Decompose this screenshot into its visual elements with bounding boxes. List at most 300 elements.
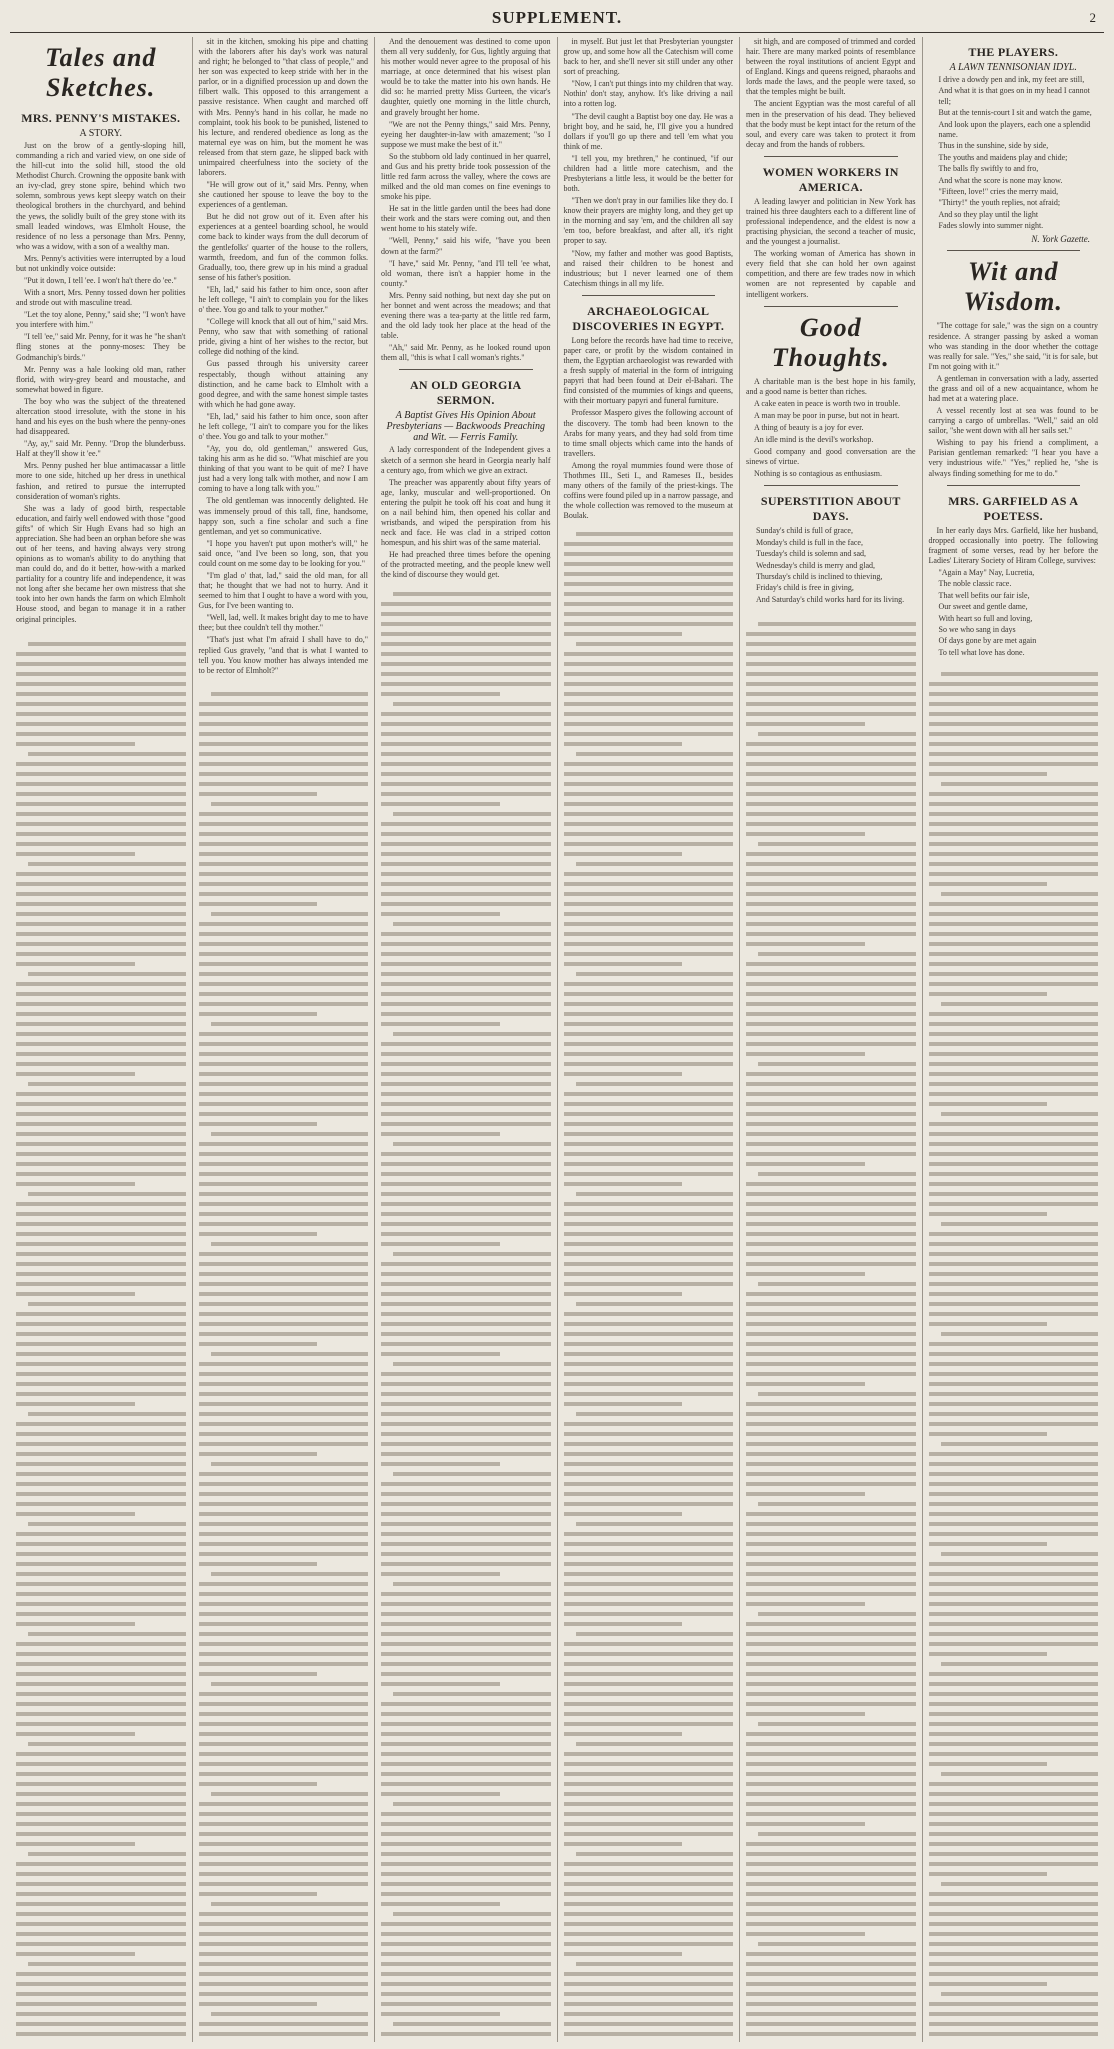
text-line [381, 802, 500, 806]
text-line [564, 1582, 734, 1586]
text-line [381, 1262, 551, 1266]
text-line [16, 942, 186, 946]
text-line [564, 1402, 683, 1406]
text-line [929, 1592, 1099, 1596]
text-line [16, 1212, 186, 1216]
text-line [16, 1792, 186, 1796]
text-line [381, 972, 551, 976]
text-line [16, 1692, 186, 1696]
text-line [564, 1472, 734, 1476]
column-1 [10, 37, 193, 2042]
text-line [929, 1262, 1099, 1266]
story-label: A STORY. [79, 128, 122, 139]
text-line [199, 762, 369, 766]
text-line [746, 1352, 916, 1356]
text-line [941, 1332, 1099, 1336]
text-line [929, 1392, 1099, 1396]
text-line [564, 1332, 734, 1336]
text-line [746, 632, 916, 636]
paragraph: Gus passed through his university career respectably, though without attaining any distinction, and he came back to Elmholt with a good degree, and with the same honest simple tastes with which he had gone away. [198, 359, 368, 409]
text-line [211, 1462, 369, 1466]
text-line [381, 862, 551, 866]
text-line [381, 1752, 551, 1756]
text-line [564, 1642, 734, 1646]
text-line [746, 1872, 916, 1876]
text-line [381, 1452, 551, 1456]
text-line [16, 812, 186, 816]
text-line [16, 1872, 186, 1876]
text-line [746, 1032, 916, 1036]
paragraph: Among the royal mummies found were those of Thothmes III., Seti I., and Rameses II., besides many others of the family of the priest-kings. The coffins were found piled up in a narrow passage, and the whole collection was removed to the museum at Boulak. [563, 460, 733, 521]
text-line [746, 1292, 916, 1296]
text-line [381, 1852, 551, 1856]
text-line [564, 1512, 683, 1516]
text-line [16, 872, 186, 876]
text-line [381, 2032, 551, 2036]
text-line [564, 1072, 683, 1076]
text-line [746, 1752, 916, 1756]
text-line [746, 1922, 916, 1926]
text-line [381, 1762, 551, 1766]
text-line [746, 1002, 916, 1006]
paragraph: A lady correspondent of the Independent gives a sketch of a sermon she heard in Georgia nearly half a century ago, from which we give an extract. [381, 445, 551, 475]
text-line [16, 1012, 186, 1016]
text-line [564, 1262, 734, 1266]
text-line [564, 772, 734, 776]
text-line [211, 2012, 369, 2016]
text-line [199, 792, 318, 796]
text-line [929, 762, 1099, 766]
text-line [564, 1152, 734, 1156]
text-line [199, 1372, 369, 1376]
text-line [564, 982, 734, 986]
text-line [929, 1862, 1099, 1866]
text-line [381, 1982, 551, 1986]
text-line [199, 1212, 369, 1216]
text-line [746, 1962, 916, 1966]
text-line [16, 882, 186, 886]
text-line [564, 1592, 734, 1596]
text-line [929, 932, 1099, 936]
thought-item: A man may be poor in purse, but not in heart. [754, 410, 900, 420]
text-line [564, 1012, 734, 1016]
text-line [929, 1522, 1099, 1526]
text-line [758, 1502, 916, 1506]
text-line [16, 1672, 186, 1676]
text-line [199, 1782, 318, 1786]
text-line [16, 1542, 186, 1546]
text-line [564, 1172, 734, 1176]
text-line [929, 1672, 1099, 1676]
text-line [16, 802, 186, 806]
text-line [16, 1242, 186, 1246]
text-line [564, 1232, 734, 1236]
text-line [929, 942, 1099, 946]
text-line [929, 952, 1099, 956]
text-line [199, 922, 369, 926]
text-line [16, 1362, 186, 1366]
text-line [929, 1612, 1099, 1616]
text-line [746, 972, 916, 976]
text-line [199, 1282, 369, 1286]
text-line [564, 1032, 734, 1036]
paragraph: "The devil caught a Baptist boy one day. He was a bright boy, and he said, he, I'll give you a hundred dollars if you'll go up there and tell 'em what you think of me. [563, 111, 733, 151]
text-line [16, 1452, 186, 1456]
text-line [746, 1302, 916, 1306]
text-line [199, 1932, 369, 1936]
text-line [746, 1152, 916, 1156]
text-line [16, 832, 186, 836]
text-line [381, 1962, 551, 1966]
text-line [929, 1462, 1099, 1466]
text-line [381, 1732, 551, 1736]
text-line [199, 1232, 318, 1236]
text-line [393, 922, 551, 926]
text-line [381, 792, 551, 796]
text-line [564, 792, 734, 796]
text-line [576, 1962, 734, 1966]
thought-item: An idle mind is the devil's workshop. [754, 435, 874, 445]
text-line [381, 1212, 551, 1216]
text-line [16, 1422, 186, 1426]
text-line [199, 1612, 369, 1616]
text-line [929, 1032, 1099, 1036]
text-line [199, 1042, 369, 1046]
verse-line: Thursday's child is inclined to thieving, [756, 571, 883, 581]
text-line [16, 1022, 186, 1026]
text-line [199, 1312, 369, 1316]
verse-line: Fades slowly into summer night. [938, 221, 1044, 231]
text-line [929, 1042, 1099, 1046]
continued-text [381, 592, 551, 2042]
text-line [576, 1412, 734, 1416]
text-line [381, 2012, 500, 2016]
text-line [16, 1432, 186, 1436]
text-line [929, 1142, 1099, 1146]
text-line [929, 1562, 1099, 1566]
text-line [929, 1162, 1099, 1166]
text-line [381, 1712, 551, 1716]
text-line [564, 1122, 734, 1126]
text-line [929, 1842, 1099, 1846]
text-line [199, 872, 369, 876]
text-line [199, 1052, 369, 1056]
text-line [199, 1272, 369, 1276]
text-line [199, 1482, 369, 1486]
text-line [16, 1592, 186, 1596]
text-line [929, 1752, 1099, 1756]
text-line [758, 1172, 916, 1176]
text-line [564, 2012, 734, 2016]
text-line [746, 1712, 865, 1716]
text-line [929, 1322, 1048, 1326]
text-line [381, 1612, 551, 1616]
text-line [929, 1682, 1099, 1686]
masthead [10, 6, 1104, 33]
text-line [564, 952, 734, 956]
text-line [381, 902, 551, 906]
text-line [564, 1862, 734, 1866]
text-line [199, 992, 369, 996]
text-line [16, 1152, 186, 1156]
verse-line: Thus in the sunshine, side by side, [938, 141, 1049, 151]
text-line [929, 1382, 1099, 1386]
text-line [564, 1252, 734, 1256]
text-line [199, 1762, 369, 1766]
text-line [16, 1682, 186, 1686]
text-line [381, 1542, 551, 1546]
text-line [929, 1012, 1099, 1016]
text-line [381, 1632, 551, 1636]
text-line [199, 1722, 369, 1726]
text-line [16, 1622, 135, 1626]
text-line [28, 1632, 186, 1636]
text-line [16, 1932, 186, 1936]
text-line [16, 682, 186, 686]
text-line [564, 1352, 734, 1356]
text-line [746, 1182, 916, 1186]
text-line [16, 1172, 186, 1176]
text-line [16, 1142, 186, 1146]
text-line [393, 1142, 551, 1146]
verse-line: To tell what love has done. [938, 647, 1025, 657]
text-line [381, 732, 551, 736]
text-line [16, 1222, 186, 1226]
column-6 [923, 37, 1105, 2042]
text-line [381, 1322, 551, 1326]
text-line [564, 622, 734, 626]
paragraph: in myself. But just let that Presbyterian youngster grow up, and some how all the Catechism will come back to her, and she'll never sit still under any other sort of preaching. [563, 37, 733, 77]
text-line [758, 1722, 916, 1726]
text-line [199, 1582, 369, 1586]
text-line [16, 1842, 135, 1846]
text-line [929, 2032, 1099, 2036]
text-line [564, 1212, 734, 1216]
text-line [929, 1192, 1099, 1196]
text-line [564, 1322, 734, 1326]
text-line [393, 1912, 551, 1916]
text-line [929, 1572, 1099, 1576]
text-line [564, 712, 734, 716]
text-line [576, 642, 734, 646]
text-line [746, 1372, 916, 1376]
text-line [929, 1912, 1099, 1916]
paragraph: "I hope you haven't put upon mother's will," he said once, "and I've been so long, son, that you could count on me some day to be looking for you." [198, 538, 368, 568]
text-line [564, 1382, 734, 1386]
text-line [929, 1412, 1099, 1416]
text-line [381, 692, 500, 696]
text-line [564, 552, 734, 556]
text-line [746, 882, 916, 886]
paragraph: "I tell 'ee," said Mr. Penny, for it was he "he shan't fling stones at the ponny-moses: They be Godmanchip's birds." [16, 332, 186, 362]
text-line [199, 1972, 369, 1976]
text-line [564, 882, 734, 886]
text-line [941, 892, 1099, 896]
text-line [381, 722, 551, 726]
text-line [929, 872, 1099, 876]
continued-text [16, 642, 186, 2042]
text-line [16, 1512, 135, 1516]
text-line [16, 742, 135, 746]
text-line [381, 1062, 551, 1066]
text-line [746, 942, 865, 946]
text-line [929, 1292, 1099, 1296]
text-line [929, 732, 1099, 736]
text-line [16, 1342, 186, 1346]
text-line [564, 1672, 734, 1676]
text-line [199, 1152, 369, 1156]
text-line [28, 1742, 186, 1746]
text-line [381, 1522, 551, 1526]
text-line [746, 1522, 916, 1526]
text-line [16, 1972, 186, 1976]
text-line [564, 1092, 734, 1096]
text-line [381, 1302, 551, 1306]
text-line [746, 1482, 916, 1486]
text-line [929, 1492, 1099, 1496]
text-line [16, 1462, 186, 1466]
text-line [746, 1222, 916, 1226]
text-line [199, 1432, 369, 1436]
text-line [564, 942, 734, 946]
text-line [564, 1662, 734, 1666]
text-line [199, 782, 369, 786]
text-line [199, 1012, 318, 1016]
text-line [16, 962, 135, 966]
paragraph: "That's just what I'm afraid I shall have to do," replied Gus gravely, "and that is what I wanted to tell you. You know mother has always intended me to be rector of Elmholt?" [198, 635, 368, 675]
text-line [199, 1412, 369, 1416]
text-line [199, 1452, 318, 1456]
text-line [564, 1652, 734, 1656]
text-line [564, 1882, 734, 1886]
text-line [746, 1442, 916, 1446]
text-line [381, 1792, 500, 1796]
text-line [564, 562, 734, 566]
verse-line: And so they play until the light [938, 209, 1039, 219]
text-line [16, 1052, 186, 1056]
text-line [929, 712, 1099, 716]
divider [947, 485, 1081, 486]
paragraph: Long before the records have had time to receive, paper care, or profit by the wisdom contained in them, the Egyptian archaeologist was rewarded with a fresh supply of material in the form of intriguing papyri that had been found at Deir el-Bahari. The find consisted of the mummies of kings and queens, with their mortuary papyri and funeral furniture. [563, 335, 733, 406]
text-line [381, 622, 551, 626]
thought-item: Nothing is so contagious as enthusiasm. [754, 469, 882, 479]
text-line [564, 742, 683, 746]
text-line [564, 932, 734, 936]
text-line [758, 1392, 916, 1396]
text-line [929, 1542, 1048, 1546]
text-line [199, 1962, 369, 1966]
column-3 [375, 37, 558, 2042]
text-line [564, 1222, 734, 1226]
text-line [381, 952, 551, 956]
text-line [941, 1002, 1099, 1006]
text-line [746, 1842, 916, 1846]
text-line [199, 932, 369, 936]
text-line [564, 1462, 734, 1466]
text-line [381, 642, 551, 646]
text-line [211, 692, 369, 696]
text-line [381, 1392, 551, 1396]
text-line [746, 1422, 916, 1426]
text-line [381, 882, 551, 886]
text-line [746, 722, 865, 726]
text-line [746, 1042, 916, 1046]
text-line [576, 1522, 734, 1526]
text-line [199, 1702, 369, 1706]
text-line [564, 1202, 734, 1206]
text-line [16, 1702, 186, 1706]
paragraph: The working woman of America has shown in every field that she can hold her own against competition, and there are few trades now in which women are not represented by capable and intelligent workers. [746, 249, 916, 299]
text-line [746, 1382, 865, 1386]
text-line [381, 852, 551, 856]
text-line [381, 602, 551, 606]
text-line [16, 2012, 186, 2016]
text-line [199, 1162, 369, 1166]
text-line [564, 1362, 734, 1366]
text-line [746, 1862, 916, 1866]
text-line [199, 972, 369, 976]
text-line [381, 1042, 551, 1046]
text-line [929, 1792, 1099, 1796]
text-line [929, 702, 1099, 706]
text-line [746, 712, 916, 716]
text-line [16, 1472, 186, 1476]
text-line [564, 1292, 683, 1296]
text-line [16, 1252, 186, 1256]
text-line [564, 1992, 734, 1996]
text-line [16, 1482, 186, 1486]
continued-text [929, 672, 1099, 2042]
text-line [746, 1112, 916, 1116]
text-line [381, 1682, 500, 1686]
supplement-title: SUPPLEMENT. [491, 8, 623, 27]
text-line [758, 1062, 916, 1066]
text-line [564, 1902, 734, 1906]
text-line [199, 1362, 369, 1366]
text-line [16, 792, 186, 796]
paragraph: Mrs. Penny's activities were interrupted by a loud but not unkindly voice outside: [16, 253, 186, 273]
text-line [16, 1442, 186, 1446]
text-line [758, 1942, 916, 1946]
text-line [16, 822, 186, 826]
paragraph: A gentleman in conversation with a lady, asserted the grass and oil of a new acquaintance, whom he had met at a watering place. [928, 373, 1098, 404]
text-line [199, 1182, 369, 1186]
text-line [381, 892, 551, 896]
text-line [28, 1192, 186, 1196]
text-line [28, 1302, 186, 1306]
text-line [929, 1252, 1099, 1256]
text-line [564, 572, 734, 576]
paragraph: The ancient Egyptian was the most careful of all men in the preservation of his dead. They believed that the body must be kept intact for the return of the soul, and every care was taken to protect it from decay and from the hands of robbers. [746, 99, 916, 149]
text-line [381, 1482, 551, 1486]
text-line [746, 1252, 916, 1256]
text-line [28, 1522, 186, 1526]
text-line [16, 1832, 186, 1836]
text-line [564, 582, 734, 586]
text-line [564, 1772, 734, 1776]
divider [764, 306, 898, 307]
text-line [381, 1772, 551, 1776]
text-line [746, 1802, 916, 1806]
text-line [564, 2022, 734, 2026]
text-line [16, 1892, 186, 1896]
text-line [929, 1762, 1048, 1766]
page-number: 2 [1089, 10, 1096, 25]
text-line [16, 932, 186, 936]
text-line [929, 722, 1099, 726]
text-line [393, 1472, 551, 1476]
text-line [564, 692, 734, 696]
